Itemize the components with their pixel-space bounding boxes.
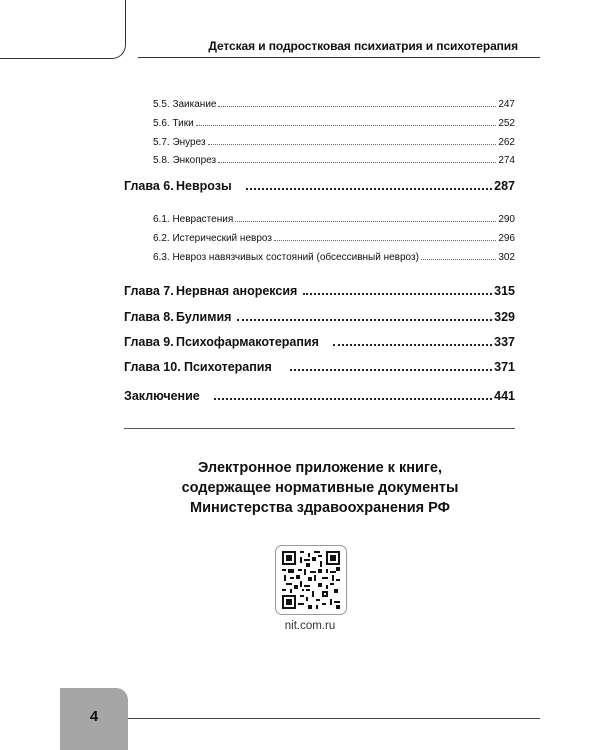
appendix-line-3: Министерства здравоохранения РФ: [190, 500, 450, 516]
chapter-number: Глава 10.: [124, 360, 181, 374]
toc-entry-label: 5.7. Энурез: [153, 137, 206, 148]
chapter-page: 315: [494, 284, 515, 298]
website-link[interactable]: nit.com.ru: [284, 620, 336, 632]
toc-chapter-10[interactable]: [124, 360, 515, 374]
toc-entry-label: 5.8. Энкопрез: [153, 155, 217, 166]
chapter-heading: [124, 335, 319, 349]
toc-entry-page: 252: [498, 118, 515, 129]
toc-entry-page: 274: [498, 155, 515, 166]
leader-dots: [303, 292, 492, 295]
chapter-number: Глава 7.: [124, 284, 174, 298]
conclusion-label: Заключение: [124, 389, 200, 403]
appendix-line-1: Электронное приложение к книге,: [197, 460, 443, 476]
toc-entry-5-8[interactable]: [153, 155, 515, 166]
toc-entry-5-7[interactable]: [153, 137, 515, 148]
chapter-heading: [124, 360, 272, 374]
toc-entry-page: 262: [498, 137, 515, 148]
qr-code-icon[interactable]: [275, 545, 347, 615]
running-header-title: Детская и подростковая психиатрия и психотерапия: [208, 39, 518, 53]
toc-entry-label: 5.6. Тики: [153, 118, 194, 129]
chapter-name: Неврозы: [176, 179, 232, 193]
qr-code-graphic: [282, 551, 340, 609]
chapter-heading: [124, 284, 297, 298]
chapter-name: Булимия: [176, 310, 232, 324]
toc-entry-5-5[interactable]: [153, 99, 515, 110]
leader-dots: [235, 220, 496, 222]
toc-entry-page: 247: [498, 99, 515, 110]
chapter-heading: [124, 179, 232, 193]
leader-dots: [214, 397, 492, 400]
toc-entry-label: 6.3. Невроз навязчивых состояний (обсессивный невроз): [153, 252, 419, 263]
chapter-number: Глава 6.: [124, 179, 174, 193]
toc-entry-6-2[interactable]: [153, 233, 515, 244]
toc-entry-6-3[interactable]: [153, 252, 515, 263]
leader-dots: [196, 124, 497, 126]
conclusion-page: 441: [494, 389, 515, 403]
toc-chapter-7[interactable]: [124, 284, 515, 298]
leader-dots: [218, 105, 496, 107]
toc-entry-label: 6.1. Неврастения: [153, 214, 234, 225]
toc-entry-page: 296: [498, 233, 515, 244]
footer-rule: [128, 718, 540, 719]
toc-chapter-9[interactable]: [124, 335, 515, 349]
appendix-notice: [100, 458, 540, 518]
toc-entry-6-1[interactable]: [153, 214, 515, 225]
leader-dots: [421, 258, 496, 260]
chapter-page: 287: [494, 179, 515, 193]
appendix-line-2: содержащее нормативные документы: [181, 480, 459, 496]
chapter-name: Психотерапия: [184, 360, 272, 374]
leader-dots: [218, 161, 496, 163]
toc-entry-page: 302: [498, 252, 515, 263]
toc-entry-label: 6.2. Истерический невроз: [153, 233, 272, 244]
chapter-name: Психофармакотерапия: [176, 335, 319, 349]
section-divider: [124, 428, 515, 429]
header-corner-frame: [0, 0, 126, 59]
page-number-tab: [60, 688, 128, 750]
toc-conclusion[interactable]: [124, 389, 515, 403]
toc-entry-page: 290: [498, 214, 515, 225]
chapter-page: 329: [494, 310, 515, 324]
leader-dots: [246, 187, 492, 190]
chapter-number: Глава 8.: [124, 310, 174, 324]
leader-dots: [237, 318, 492, 321]
toc-chapter-6[interactable]: [124, 179, 515, 193]
chapter-page: 371: [494, 360, 515, 374]
leader-dots: [274, 239, 496, 241]
header-rule: [138, 57, 540, 58]
toc-entry-label: 5.5. Заикание: [153, 99, 217, 110]
chapter-heading: [124, 310, 231, 324]
leader-dots: [290, 368, 492, 371]
toc-entry-5-6[interactable]: [153, 118, 515, 129]
toc-chapter-8[interactable]: [124, 310, 515, 324]
chapter-number: Глава 9.: [124, 335, 174, 349]
chapter-name: Нервная анорексия: [176, 284, 298, 298]
chapter-page: 337: [494, 335, 515, 349]
leader-dots: [333, 343, 492, 346]
leader-dots: [208, 143, 497, 145]
page-number: 4: [89, 708, 99, 725]
